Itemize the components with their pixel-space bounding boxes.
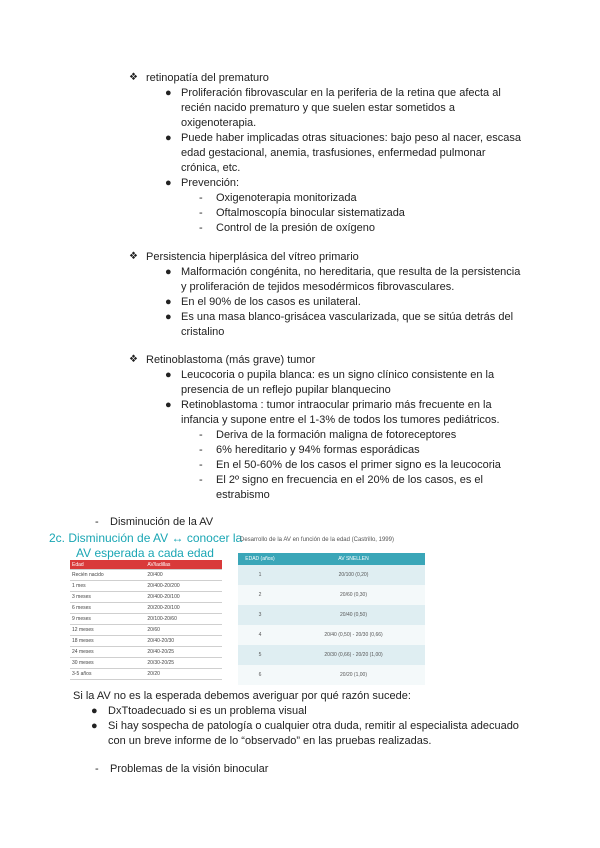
pvp-title: Persistencia hiperplásica del vítreo primario bbox=[146, 251, 359, 263]
table-row bbox=[238, 565, 425, 585]
pvp-b1-line: Malformación congénita, no hereditaria, que resulta de la persistencia bbox=[181, 266, 521, 278]
rop-b2-line: Puede haber implicadas otras situaciones: bajo peso al nacer, escasa bbox=[181, 132, 521, 144]
binocular-heading: Problemas de la visión binocular bbox=[110, 763, 269, 775]
table-cell: 20/200-20/100 bbox=[145, 603, 222, 614]
diamond-bullet-icon: ❖ bbox=[129, 72, 138, 83]
table-header-cell: Edad bbox=[70, 560, 145, 570]
rb-sub-item: El 2º signo en frecuencia en el 20% de los casos, es el bbox=[216, 474, 483, 486]
table-cell: 12 meses bbox=[70, 625, 145, 636]
rop-sub-item: Control de la presión de oxígeno bbox=[216, 222, 375, 234]
heading-2c-line2: AV esperada a cada edad bbox=[76, 546, 214, 560]
disminucion-heading: Disminución de la AV bbox=[110, 516, 214, 528]
rb-sub-item: 6% hereditario y 94% formas esporádicas bbox=[216, 444, 420, 456]
table-cell: 3 bbox=[238, 605, 282, 625]
table-row bbox=[70, 647, 222, 658]
table-row bbox=[70, 581, 222, 592]
table-cell: 20/30 (0,66) - 20/20 (1,00) bbox=[282, 645, 425, 665]
table-row bbox=[238, 585, 425, 605]
table-cell: 20/60 (0,30) bbox=[282, 585, 425, 605]
table-cell: Recién nacido bbox=[70, 570, 145, 581]
rb-b1-line: Leucocoria o pupila blanca: es un signo clínico consistente en la bbox=[181, 369, 495, 381]
rop-b3-line: Prevención: bbox=[181, 177, 240, 189]
table-cell: 9 meses bbox=[70, 614, 145, 625]
table-cell: 20/40-20/25 bbox=[145, 647, 222, 658]
rb-sub-item: Deriva de la formación maligna de fotoreceptores bbox=[216, 429, 457, 441]
table-cell: 20/40-20/30 bbox=[145, 636, 222, 647]
table-row bbox=[70, 570, 222, 581]
table-cell: 20/400-20/100 bbox=[145, 592, 222, 603]
table-cell: 20/40 (0,50) - 20/30 (0,66) bbox=[282, 625, 425, 645]
rb-b2-line: infancia y supone entre el 1-3% de todos los tumores pediátricos. bbox=[181, 414, 500, 426]
pvp-b2-line: En el 90% de los casos es unilateral. bbox=[181, 296, 361, 308]
table-cell: 3 meses bbox=[70, 592, 145, 603]
dot-bullet-icon: ● bbox=[165, 87, 172, 99]
heading-2c-line1: 2c. Disminución de AV ↔ conocer la bbox=[49, 531, 243, 545]
table-row bbox=[238, 665, 425, 685]
table-cell: 18 meses bbox=[70, 636, 145, 647]
table-row bbox=[70, 603, 222, 614]
table-row bbox=[238, 645, 425, 665]
table-row bbox=[238, 605, 425, 625]
dot-bullet-icon: ● bbox=[165, 399, 172, 411]
rb-sub-item: En el 50-60% de los casos el primer signo es la leucocoria bbox=[216, 459, 501, 471]
table-cell: 20/40 (0,50) bbox=[282, 605, 425, 625]
dash-bullet: - bbox=[199, 429, 203, 441]
table-cell: 20/100-20/60 bbox=[145, 614, 222, 625]
dot-bullet-icon: ● bbox=[91, 720, 98, 732]
dot-bullet-icon: ● bbox=[91, 705, 98, 717]
rb-b2-line: Retinoblastoma : tumor intraocular primario más frecuente en la bbox=[181, 399, 492, 411]
dash-bullet: - bbox=[199, 474, 203, 486]
dash-bullet: - bbox=[199, 459, 203, 471]
table-cell: 20/60 bbox=[145, 625, 222, 636]
dot-bullet-icon: ● bbox=[165, 311, 172, 323]
pvp-b1-line: y proliferación de tejidos mesodérmicos fibrovasculares. bbox=[181, 281, 455, 293]
table-header-row bbox=[238, 553, 425, 565]
dot-bullet-icon: ● bbox=[165, 177, 172, 189]
pvp-b3-line: Es una masa blanco-grisácea vascularizada, que se sitúa detrás del bbox=[181, 311, 514, 323]
pvp-b3-line: cristalino bbox=[181, 326, 225, 338]
after-b2-line: con un breve informe de lo “observado” en las pruebas realizadas. bbox=[108, 735, 432, 747]
after-b1: DxTtoadecuado si es un problema visual bbox=[108, 705, 307, 717]
dot-bullet-icon: ● bbox=[165, 132, 172, 144]
castrillo-table bbox=[238, 553, 425, 685]
table-header-cell: AV/ladillas bbox=[145, 560, 222, 570]
table-cell: 20/20 bbox=[145, 669, 222, 680]
table-cell: 6 bbox=[238, 665, 282, 685]
table-cell: 30 meses bbox=[70, 658, 145, 669]
table-cell: 20/20 (1,00) bbox=[282, 665, 425, 685]
rop-sub-item: Oftalmoscopía binocular sistematizada bbox=[216, 207, 405, 219]
dash-bullet: - bbox=[199, 192, 203, 204]
table-cell: 5 bbox=[238, 645, 282, 665]
table-cell: 20/400 bbox=[145, 570, 222, 581]
table-cell: 24 meses bbox=[70, 647, 145, 658]
table-row bbox=[70, 636, 222, 647]
dot-bullet-icon: ● bbox=[165, 369, 172, 381]
dash-bullet: - bbox=[199, 207, 203, 219]
dot-bullet-icon: ● bbox=[165, 296, 172, 308]
table-row bbox=[70, 669, 222, 680]
table-header-cell: EDAD (años) bbox=[238, 553, 282, 565]
dash-bullet: - bbox=[199, 444, 203, 456]
table2-caption: Desarrollo de la AV en función de la edad (Castrillo, 1999) bbox=[240, 537, 394, 543]
dash-bullet: - bbox=[95, 763, 99, 775]
after-b2-line: Si hay sospecha de patología o cualquier otra duda, remitir al especialista adecuado bbox=[108, 720, 519, 732]
rop-b1-line: recién nacido prematuro y que suelen estar sometidos a bbox=[181, 102, 455, 114]
table-cell: 4 bbox=[238, 625, 282, 645]
rop-b1-line: Proliferación fibrovascular en la periferia de la retina que afecta al bbox=[181, 87, 501, 99]
table-cell: 1 mes bbox=[70, 581, 145, 592]
rop-title: retinopatía del prematuro bbox=[146, 72, 269, 84]
table-cell: 1 bbox=[238, 565, 282, 585]
dot-bullet-icon: ● bbox=[165, 266, 172, 278]
diamond-bullet-icon: ❖ bbox=[129, 251, 138, 262]
dash-bullet: - bbox=[199, 222, 203, 234]
table-cell: 20/100 (0,20) bbox=[282, 565, 425, 585]
rb-title: Retinoblastoma (más grave) tumor bbox=[146, 354, 316, 366]
diamond-bullet-icon: ❖ bbox=[129, 354, 138, 365]
table-cell: 20/400-20/200 bbox=[145, 581, 222, 592]
table-row bbox=[70, 592, 222, 603]
rop-b2-line: edad gestacional, anemia, trasfusiones, enfermedad pulmonar bbox=[181, 147, 486, 159]
table-header-row bbox=[70, 560, 222, 570]
table-cell: 6 meses bbox=[70, 603, 145, 614]
rop-b1-line: oxigenoterapia. bbox=[181, 117, 257, 129]
table-row bbox=[70, 658, 222, 669]
table-cell: 20/30-20/25 bbox=[145, 658, 222, 669]
table-row bbox=[70, 625, 222, 636]
after-intro: Si la AV no es la esperada debemos averiguar por qué razón sucede: bbox=[73, 690, 411, 702]
rop-sub-item: Oxigenoterapia monitorizada bbox=[216, 192, 357, 204]
av-age-table bbox=[70, 560, 222, 680]
table-header-cell: AV SNELLEN bbox=[282, 553, 425, 565]
table-cell: 2 bbox=[238, 585, 282, 605]
rop-b2-line: crónica, etc. bbox=[181, 162, 241, 174]
table-row bbox=[238, 625, 425, 645]
table-row bbox=[70, 614, 222, 625]
dash-bullet: - bbox=[95, 516, 99, 528]
table-cell: 3-5 años bbox=[70, 669, 145, 680]
rb-sub-item: estrabismo bbox=[216, 489, 270, 501]
rb-b1-line: presencia de un reflejo pupilar blanquecino bbox=[181, 384, 391, 396]
